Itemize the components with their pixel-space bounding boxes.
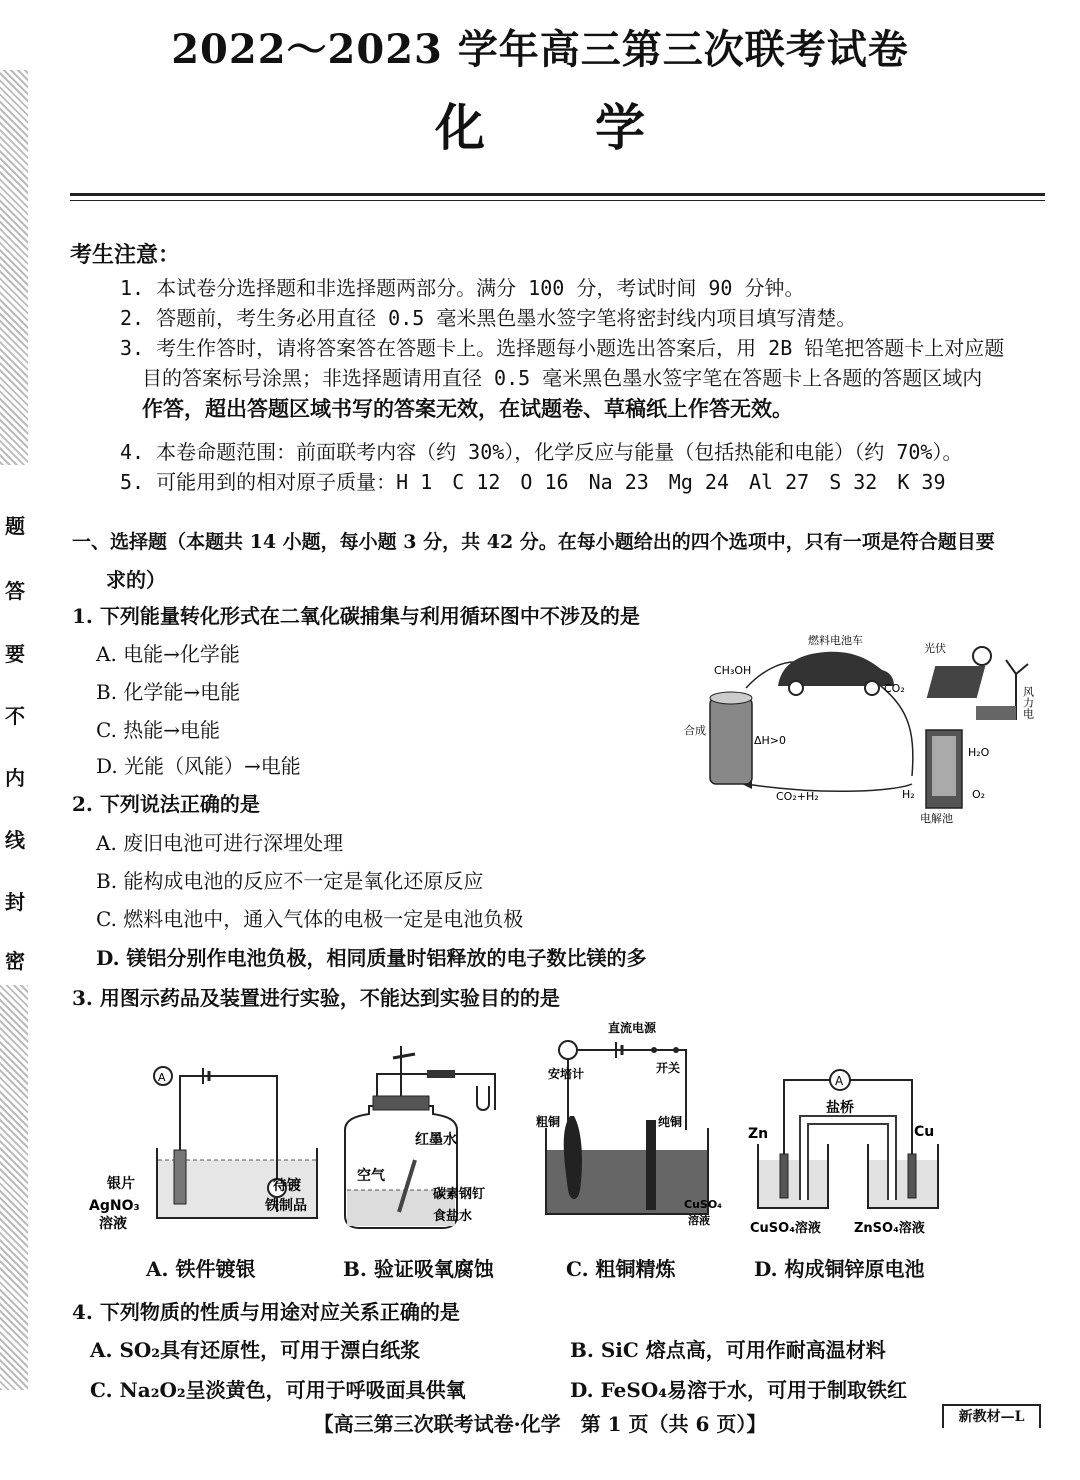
seal-char: 要 [5,642,25,666]
notice-item: 3. 考生作答时，请将答案答在答题卡上。选择题每小题选出答案后，用 2B 铅笔把答题卡上对应题 [120,336,1005,360]
fig-d-label-cu: Cu [914,1124,935,1140]
fig-a-label-iron: 待镀 [273,1178,301,1194]
figure-c-copper-refining [520,1020,730,1240]
reactor-icon [710,698,752,784]
question-2-option-c: C. 燃料电池中，通入气体的电极一定是电池负极 [96,907,524,931]
section-heading-cont: 求的） [106,568,166,592]
fig-label-co2h2: CO₂+H₂ [776,790,819,803]
notice-item: 目的答案标号涂黑；非选择题请用直径 0.5 毫米黑色墨水签字笔在答题卡上各题的答题区域内 [142,366,983,390]
notice-heading: 考生注意： [70,242,181,268]
fig-label-car: 燃料电池车 [808,634,863,647]
seal-char: 密 [5,949,25,973]
cu-electrode [908,1154,916,1198]
question-4-option-a: A. SO₂具有还原性，可用于漂白纸浆 [90,1338,421,1362]
fig-label-h2: H₂ [902,788,915,801]
fig-c-label-switch: 开关 [656,1061,681,1075]
question-1-option-c: C. 热能→电能 [96,718,221,742]
svg-text:A: A [835,1074,844,1088]
u-tube [477,1086,489,1110]
header-rule [70,193,1045,196]
arrow-to-synth [746,784,912,791]
fig-b-label-water: 红墨水 [415,1132,457,1148]
header-rule-thin [70,200,1045,201]
notice-item: 5. 可能用到的相对原子质量：H 1 C 12 O 16 Na 23 Mg 24 Al 27 S 32 K 39 [120,470,946,494]
question-1-option-a: A. 电能→化学能 [96,642,240,666]
seal-char: 不 [5,704,25,728]
subject-title: 化学 [435,98,755,157]
fig-c-label-amp: 安培计 [548,1067,585,1081]
zn-electrode [780,1154,788,1198]
fig-c-label-crude: 粗铜 [536,1115,561,1129]
question-4-option-d: D. FeSO₄易溶于水，可用于制取铁红 [570,1378,908,1402]
fig-label-wind: 风力电 [1021,686,1035,719]
seal-char: 答 [5,579,25,603]
fig-b-label-air: 空气 [357,1168,385,1184]
notice-item: 1. 本试卷分选择题和非选择题两部分。满分 100 分，考试时间 90 分钟。 [120,276,805,300]
fig-label-electrolyzer: 电解池 [920,812,953,825]
section-heading: 一、选择题（本题共 14 小题，每小题 3 分，共 42 分。在每小题给出的四个选项中，只有一项是符合题目要 [72,531,995,553]
fig-a-label-agno3: AgNO₃ [89,1198,140,1214]
sun-icon [973,647,991,665]
notice-item: 2. 答题前，考生务必用直径 0.5 毫米黑色墨水签字笔将密封线内项目填写清楚。 [120,306,857,330]
seal-char: 题 [5,514,25,538]
question-4-option-b: B. SiC 熔点高，可用作耐高温材料 [570,1338,886,1362]
fig-c-label-cuso4: CuSO₄ [684,1198,722,1211]
fig-c-label-pure: 纯铜 [658,1115,683,1129]
seal-char: 内 [5,766,25,790]
fig-d-label-bridge: 盐桥 [826,1100,854,1116]
arrow-car-to-electrolyzer [876,682,913,776]
question-2-option-b: B. 能构成电池的反应不一定是氧化还原反应 [96,869,484,893]
question-2-option-a: A. 废旧电池可进行深埋处理 [96,831,344,855]
co2-cycle-diagram [676,626,1056,826]
notice-item: 作答，超出答题区域书写的答案无效，在试题卷、草稿纸上作答无效。 [142,396,793,421]
fig-a-label-iron2: 铁制品 [265,1198,307,1214]
question-1-stem: 1. 下列能量转化形式在二氧化碳捕集与利用循环图中不涉及的是 [72,604,640,628]
fig-c-label-sol: 溶液 [688,1214,710,1227]
figure-d-galvanic-cell [742,1060,952,1250]
fig-label-pv: 光伏 [924,642,946,655]
fig-a-label-sol: 溶液 [99,1216,127,1232]
fig-c-label-dc: 直流电源 [608,1021,657,1035]
question-2-option-d: D. 镁铝分别作电池负极，相同质量时铝释放的电子数比镁的多 [96,946,647,970]
figure-a-caption: A. 铁件镀银 [146,1257,256,1281]
fig-label-synth: 合成 [684,724,706,737]
notice-item: 4. 本卷命题范围：前面联考内容（约 30%），化学反应与能量（包括热能和电能）（约 70%）。 [120,440,963,464]
question-4-option-c: C. Na₂O₂呈淡黄色，可用于呼吸面具供氧 [90,1378,466,1402]
fig-label-dh: ΔH>0 [754,734,787,747]
ammeter-icon [559,1041,577,1059]
seal-char: 线 [5,828,25,852]
fig-d-label-zn: Zn [748,1126,769,1142]
exam-title: 2022～2023 学年高三第三次联考试卷 [171,26,909,73]
fig-b-label-salt: 食盐水 [433,1209,473,1224]
fig-label-co2: CO₂ [884,682,905,695]
question-4-stem: 4. 下列物质的性质与用途对应关系正确的是 [72,1300,460,1324]
figure-b-caption: B. 验证吸氧腐蚀 [343,1257,494,1281]
switch-icon [651,1047,657,1053]
question-1-option-b: B. 化学能→电能 [96,680,241,704]
question-1-option-d: D. 光能（风能）→电能 [96,754,301,778]
question-3-stem: 3. 用图示药品及装置进行实验，不能达到实验目的的是 [72,986,560,1010]
seal-char: 封 [5,890,25,914]
figure-d-caption: D. 构成铜锌原电池 [754,1257,925,1281]
fig-b-label-nail: 碳素钢钉 [433,1187,486,1202]
solar-panel-icon [927,666,986,698]
fig-d-label-left: CuSO₄溶液 [750,1221,821,1236]
fig-a-label-silver: 银片 [107,1176,135,1192]
fig-d-label-right: ZnSO₄溶液 [854,1221,925,1236]
figure-a-silver-plating [85,1060,325,1235]
clamp-icon [393,1054,415,1058]
stopper [373,1096,429,1110]
fig-label-ch3oh: CH₃OH [714,664,752,677]
corner-badge: 新教材—L [942,1404,1041,1428]
page-footer: 【高三第三次联考试卷·化学 第 1 页（共 6 页）】 [313,1412,767,1436]
question-2-stem: 2. 下列说法正确的是 [72,792,260,816]
fig-label-h2o: H₂O [968,746,990,759]
figure-c-caption: C. 粗铜精炼 [566,1257,676,1281]
silver-electrode [174,1150,186,1204]
pure-copper-electrode [646,1120,656,1210]
fig-label-o2: O₂ [972,788,986,801]
svg-text:A: A [158,1071,166,1084]
figure-b-corrosion [335,1040,515,1240]
